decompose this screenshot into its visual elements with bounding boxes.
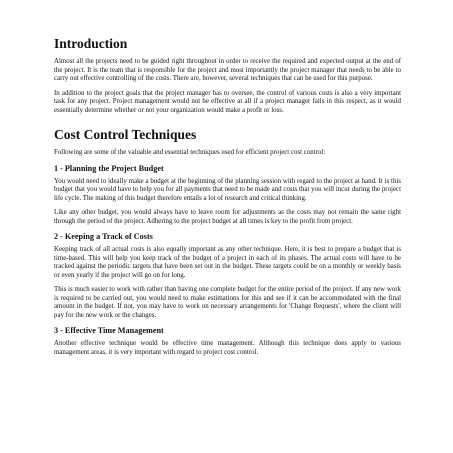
subheading-time-management: 3 - Effective Time Management <box>54 326 164 335</box>
planning-paragraph-2: Like any other budget, you would always have to leave room for adjustments as the costs may not remain the same right through the period of the project. Adhering to the project budget at all times is key to the profit from project. <box>54 209 401 225</box>
heading-introduction: Introduction <box>54 36 128 51</box>
subheading-planning-budget: 1 - Planning the Project Budget <box>54 163 164 173</box>
techniques-intro-paragraph: Following are some of the valuable and essential techniques used for efficient project cost control: <box>54 149 326 156</box>
intro-paragraph-2: In addition to the project goals that the project manager has to oversee, the control of various costs is also a very important task for any project. Project management would not be effective at all if a project manager fails in this respect, as it would essentially determine whether or not your organization would make a profit or loss. <box>54 89 401 114</box>
subheading-tracking-costs: 2 - Keeping a Track of Costs <box>54 232 153 241</box>
intro-paragraph-1: Almost all the projects need to be guided right throughout in order to receive the required and expected output at the end of the project. It is the team that is responsible for the project and most importantly the project manager that needs to be able to carry out effective controlling of the costs. There are, however, several techniques that can be used for this purpose. <box>54 58 401 82</box>
tracking-paragraph-2: This is much easier to work with rather than having one complete budget for the entire period of the project. If any new work is required to be carried out, you would need to make estimations for this and see if it can be accommodated with the final amount in the budget. If not, you may have to work on necessary arrangements for 'Change Requests', where the client will pay for the new work or the changes. <box>54 286 401 319</box>
tracking-paragraph-1: Keeping track of all actual costs is also equally important as any other technique. Here, it is best to prepare a budget that is time-based. This will help you keep track of the budget of a project in each of its phases. The actual costs will have to be tracked against the periodic targets that have been set out in the budget. These targets could be on a monthly or weekly basis or even yearly if the project will go on for long. <box>54 246 401 279</box>
heading-cost-control-techniques: Cost Control Techniques <box>54 127 197 142</box>
time-management-paragraph: Another effective technique would be effective time management. Although this technique does apply to various management areas, it is very important with regard to project cost control. <box>54 340 401 356</box>
planning-paragraph-1: You would need to ideally make a budget at the beginning of the planning session with regard to the project at hand. It is this budget that you would have to help you for all payments that need to be made and costs that you will incur during the project life cycle. The making of this budget therefore entails a lot of research and critical thinking. <box>54 177 401 202</box>
